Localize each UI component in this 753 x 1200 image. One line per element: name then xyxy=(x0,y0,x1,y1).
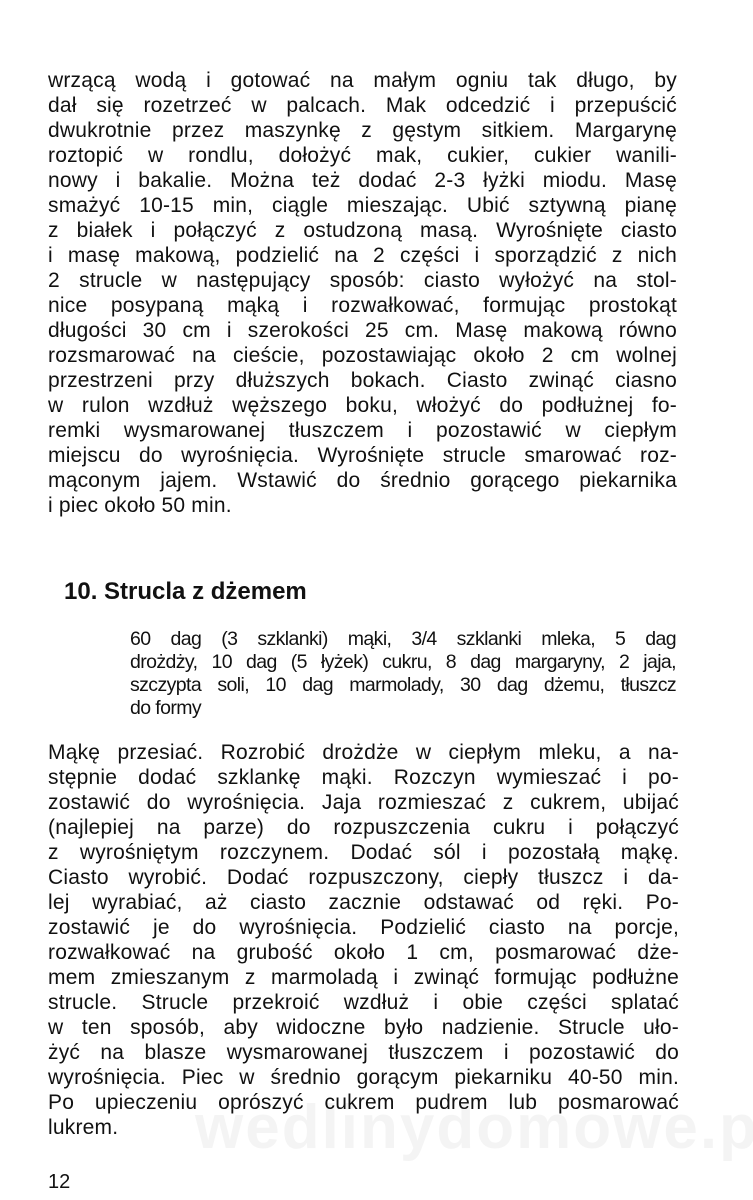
text-line: nice posypaną mąką i rozwałkować, formując prostokąt xyxy=(48,294,677,317)
text-line: żyć na blasze wysmarowanej tłuszczem i pozostawić do xyxy=(48,1041,679,1064)
text-line: Mąkę przesiać. Rozrobić drożdże w ciepłym mleku, a na- xyxy=(48,741,679,764)
text-line: rozwałkować na grubość około 1 cm, posmarować dże- xyxy=(48,941,679,964)
ingredients-line: do formy xyxy=(130,697,202,719)
text-line: remki wysmarowanej tłuszczem i pozostawić w ciepłym xyxy=(48,419,677,442)
text-line: smażyć 10-15 min, ciągle mieszając. Ubić sztywną pianę xyxy=(48,194,677,217)
text-line: z wyrośniętym rozczynem. Dodać sól i pozostałą mąkę. xyxy=(48,841,679,864)
recipe-title: 10. Strucla z dżemem xyxy=(64,578,307,605)
text-line: mem zmieszanym z marmoladą i zwinąć formując podłużne xyxy=(48,966,679,989)
text-line: Ciasto wyrobić. Dodać rozpuszczony, ciepły tłuszcz i da- xyxy=(48,866,679,889)
text-line: (najlepiej na parze) do rozpuszczenia cukru i połączyć xyxy=(48,816,679,839)
text-line: Po upieczeniu oprószyć cukrem pudrem lub posmarować xyxy=(48,1091,679,1114)
ingredients-line: 60 dag (3 szklanki) mąki, 3/4 szklanki mleka, 5 dag xyxy=(130,628,676,650)
text-line: i masę makową, podzielić na 2 części i sporządzić z nich xyxy=(48,244,677,267)
text-line: długości 30 cm i szerokości 25 cm. Masę makową równo xyxy=(48,319,677,342)
watermark xyxy=(195,1092,753,1163)
ingredients-line: drożdży, 10 dag (5 łyżek) cukru, 8 dag margaryny, 2 jaja, xyxy=(130,651,676,673)
text-line: wrzącą wodą i gotować na małym ogniu tak długo, by xyxy=(48,69,677,92)
text-line: roztopić w rondlu, dołożyć mak, cukier, cukier wanili- xyxy=(48,144,677,167)
text-line: przestrzeni przy dłuższych bokach. Ciasto zwinąć ciasno xyxy=(48,369,677,392)
text-line: zostawić je do wyrośnięcia. Podzielić ciasto na porcje, xyxy=(48,916,679,939)
ingredients-line: szczypta soli, 10 dag marmolady, 30 dag dżemu, tłuszcz xyxy=(130,674,676,696)
text-line: z białek i połączyć z ostudzoną masą. Wyrośnięte ciasto xyxy=(48,219,677,242)
text-line: stępnie dodać szklankę mąki. Rozczyn wymieszać i po- xyxy=(48,766,679,789)
page-number: 12 xyxy=(48,1171,71,1193)
text-line: w rulon wzdłuż węższego boku, włożyć do podłużnej fo- xyxy=(48,394,677,417)
text-line: mąconym jajem. Wstawić do średnio gorącego piekarnika xyxy=(48,469,677,492)
text-line: lukrem. xyxy=(48,1116,119,1139)
text-line: miejscu do wyrośnięcia. Wyrośnięte strucle smarować roz- xyxy=(48,444,677,467)
text-line: 2 strucle w następujący sposób: ciasto wyłożyć na stol- xyxy=(48,269,677,292)
text-line: zostawić do wyrośnięcia. Jaja rozmieszać z cukrem, ubijać xyxy=(48,791,679,814)
text-line: lej wyrabiać, aż ciasto zacznie odstawać od ręki. Po- xyxy=(48,891,679,914)
text-line: dwukrotnie przez maszynkę z gęstym sitkiem. Margarynę xyxy=(48,119,677,142)
text-line: w ten sposób, aby widoczne było nadzienie. Strucle uło- xyxy=(48,1016,679,1039)
text-line: wyrośnięcia. Piec w średnio gorącym piekarniku 40-50 min. xyxy=(48,1066,679,1089)
text-line: nowy i bakalie. Można też dodać 2-3 łyżki miodu. Masę xyxy=(48,169,677,192)
text-line: dał się rozetrzeć w palcach. Mak odcedzić i przepuścić xyxy=(48,94,677,117)
text-line: rozsmarować na cieście, pozostawiając około 2 cm wolnej xyxy=(48,344,677,367)
text-line: strucle. Strucle przekroić wzdłuż i obie części splatać xyxy=(48,991,679,1014)
text-line: i piec około 50 min. xyxy=(48,494,232,517)
